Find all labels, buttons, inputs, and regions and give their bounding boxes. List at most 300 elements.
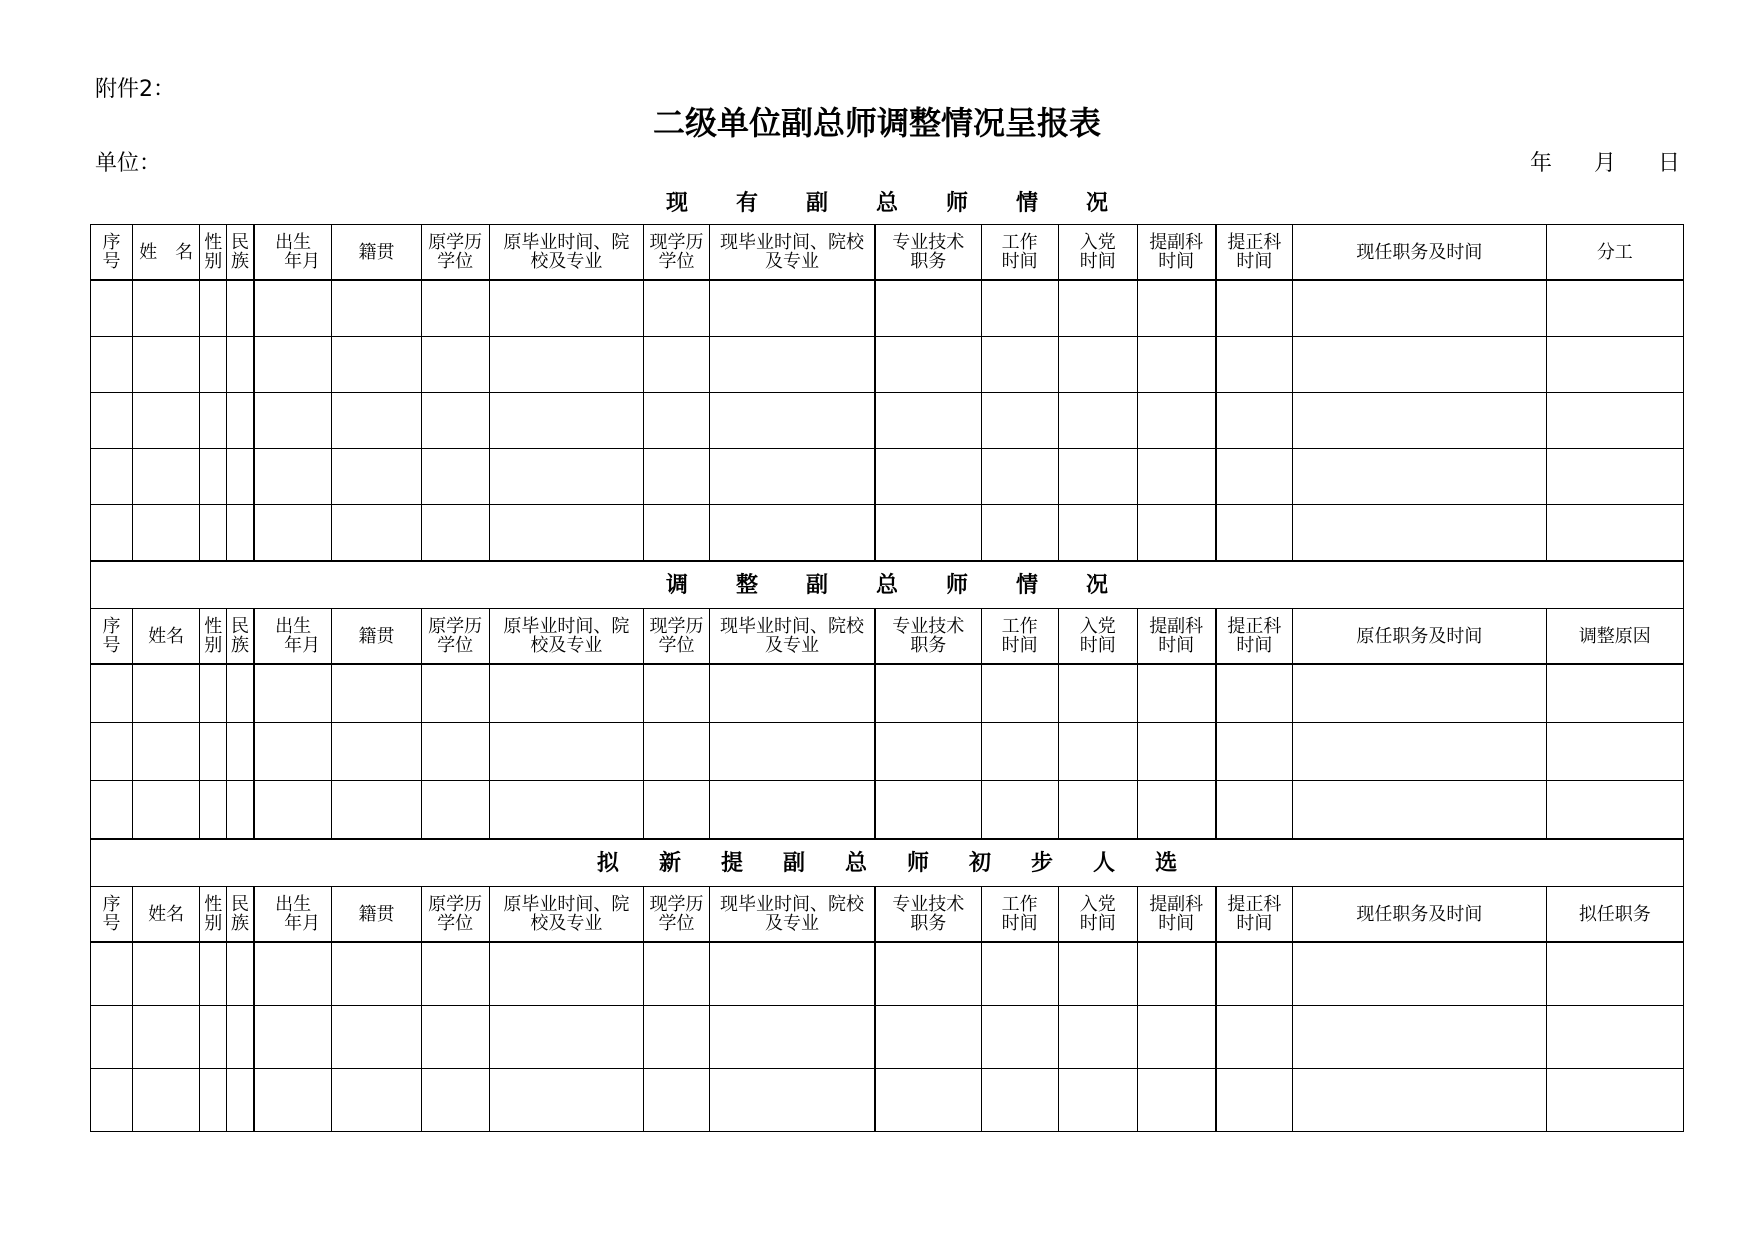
table-cell[interactable] bbox=[133, 337, 200, 393]
table-cell[interactable] bbox=[489, 280, 643, 337]
table-cell[interactable] bbox=[1546, 723, 1683, 781]
table-cell[interactable] bbox=[1293, 393, 1546, 449]
header-cell bbox=[227, 609, 254, 665]
header-text: 别 bbox=[204, 251, 223, 272]
table-cell[interactable] bbox=[1293, 337, 1546, 393]
table-cell[interactable] bbox=[644, 781, 710, 840]
table-cell[interactable] bbox=[200, 280, 227, 337]
table-cell[interactable] bbox=[1137, 280, 1215, 337]
table-cell[interactable] bbox=[489, 942, 643, 1006]
table-cell[interactable] bbox=[227, 505, 254, 562]
header-text: 原毕业时间、院 bbox=[503, 894, 630, 915]
header-cell bbox=[133, 887, 200, 943]
table-cell[interactable] bbox=[91, 664, 133, 723]
table-cell[interactable] bbox=[1216, 1006, 1293, 1069]
table-cell[interactable] bbox=[489, 664, 643, 723]
table-cell[interactable] bbox=[200, 505, 227, 562]
header-text: 校及专业 bbox=[530, 913, 603, 934]
header-cell bbox=[1293, 225, 1546, 281]
table-cell[interactable] bbox=[1216, 280, 1293, 337]
table-cell[interactable] bbox=[489, 781, 643, 840]
table-cell[interactable] bbox=[1216, 723, 1293, 781]
table-cell[interactable] bbox=[710, 723, 875, 781]
table-cell[interactable] bbox=[644, 449, 710, 505]
table-cell[interactable] bbox=[644, 280, 710, 337]
table-cell[interactable] bbox=[1293, 505, 1546, 562]
table-cell[interactable] bbox=[1546, 337, 1683, 393]
table-cell[interactable] bbox=[254, 393, 332, 449]
table-cell[interactable] bbox=[710, 781, 875, 840]
section-title-char: 步 bbox=[1031, 849, 1054, 876]
table-cell[interactable] bbox=[710, 505, 875, 562]
table-cell[interactable] bbox=[644, 1069, 710, 1132]
header-text: 性 bbox=[204, 894, 223, 915]
table-cell[interactable] bbox=[332, 942, 421, 1006]
section-title-char: 副 bbox=[805, 571, 828, 598]
table-cell[interactable] bbox=[332, 337, 421, 393]
table-cell[interactable] bbox=[421, 1069, 489, 1132]
header-cell bbox=[644, 609, 710, 665]
section-title-char: 副 bbox=[805, 190, 828, 216]
header-cell bbox=[1216, 887, 1293, 943]
header-cell bbox=[710, 887, 875, 943]
header-text: 现学历 bbox=[649, 894, 704, 915]
header-cell bbox=[1058, 609, 1137, 665]
table-cell[interactable] bbox=[200, 1069, 227, 1132]
header-text: 工作 bbox=[1001, 232, 1038, 253]
table-cell[interactable] bbox=[1058, 280, 1137, 337]
table-cell[interactable] bbox=[91, 1006, 133, 1069]
table-cell[interactable] bbox=[489, 505, 643, 562]
table-cell[interactable] bbox=[332, 723, 421, 781]
table-cell[interactable] bbox=[981, 723, 1058, 781]
header-text: 籍贯 bbox=[358, 625, 395, 647]
table-cell[interactable] bbox=[1137, 505, 1215, 562]
table-cell[interactable] bbox=[254, 337, 332, 393]
header-text: 现学历 bbox=[649, 232, 704, 253]
section-title-char: 有 bbox=[735, 190, 758, 216]
table-cell[interactable] bbox=[710, 664, 875, 723]
table-cell[interactable] bbox=[1293, 723, 1546, 781]
table-cell[interactable] bbox=[1058, 1006, 1137, 1069]
header-text: 出生 bbox=[275, 232, 312, 253]
table-cell[interactable] bbox=[644, 723, 710, 781]
header-text: 族 bbox=[231, 635, 250, 656]
table-cell[interactable] bbox=[1216, 449, 1293, 505]
header-cell bbox=[421, 887, 489, 943]
table-cell[interactable] bbox=[1058, 337, 1137, 393]
section-title-row-adjusted bbox=[91, 561, 1684, 609]
table-cell[interactable] bbox=[91, 505, 133, 562]
header-cell bbox=[332, 609, 421, 665]
section-title-current bbox=[90, 186, 1684, 217]
table-cell[interactable] bbox=[421, 337, 489, 393]
table-cell[interactable] bbox=[981, 505, 1058, 562]
section-title-char: 总 bbox=[844, 849, 867, 876]
header-text: 别 bbox=[204, 635, 223, 656]
table-cell[interactable] bbox=[1546, 664, 1683, 723]
header-text: 年月 bbox=[266, 251, 321, 272]
table-cell[interactable] bbox=[133, 1069, 200, 1132]
header-cell bbox=[332, 225, 421, 281]
table-cell[interactable] bbox=[332, 664, 421, 723]
header-cell bbox=[200, 609, 227, 665]
section-title-char: 师 bbox=[946, 571, 969, 598]
section-title-char: 副 bbox=[782, 849, 805, 876]
table-cell[interactable] bbox=[227, 1006, 254, 1069]
table-cell[interactable] bbox=[981, 1006, 1058, 1069]
table-cell[interactable] bbox=[254, 723, 332, 781]
table-cell[interactable] bbox=[200, 723, 227, 781]
table-cell[interactable] bbox=[1546, 781, 1683, 840]
table-cell[interactable] bbox=[1293, 280, 1546, 337]
table-cell[interactable] bbox=[644, 393, 710, 449]
table-cell[interactable] bbox=[981, 337, 1058, 393]
table-cell[interactable] bbox=[981, 781, 1058, 840]
header-cell bbox=[644, 887, 710, 943]
header-text: 专业技术 bbox=[892, 232, 965, 253]
table-cell[interactable] bbox=[489, 1069, 643, 1132]
table-cell[interactable] bbox=[1137, 393, 1215, 449]
table-cell[interactable] bbox=[875, 1006, 981, 1069]
header-cell bbox=[981, 887, 1058, 943]
header-text: 籍贯 bbox=[358, 903, 395, 925]
table-cell[interactable] bbox=[981, 393, 1058, 449]
table-cell[interactable] bbox=[1137, 337, 1215, 393]
header-text: 现任职务及时间 bbox=[1356, 241, 1483, 263]
table-cell[interactable] bbox=[91, 337, 133, 393]
header-text: 校及专业 bbox=[530, 251, 603, 272]
table-cell[interactable] bbox=[875, 1069, 981, 1132]
header-cell bbox=[227, 225, 254, 281]
table-cell[interactable] bbox=[91, 449, 133, 505]
header-text: 现毕业时间、院校 bbox=[720, 616, 864, 637]
header-text: 提正科 bbox=[1227, 232, 1282, 253]
header-text: 原任职务及时间 bbox=[1356, 625, 1483, 647]
header-text: 入党 bbox=[1079, 232, 1116, 253]
table-cell[interactable] bbox=[1137, 449, 1215, 505]
table-cell[interactable] bbox=[1216, 664, 1293, 723]
header-text: 时间 bbox=[1001, 635, 1038, 656]
table-cell[interactable] bbox=[981, 280, 1058, 337]
table-cell[interactable] bbox=[421, 723, 489, 781]
table-cell[interactable] bbox=[200, 664, 227, 723]
attachment-label: 附件2： bbox=[95, 77, 175, 102]
table-cell[interactable] bbox=[421, 942, 489, 1006]
header-text: 调整原因 bbox=[1578, 625, 1651, 647]
table-cell[interactable] bbox=[133, 393, 200, 449]
table-cell[interactable] bbox=[1137, 781, 1215, 840]
table-cell[interactable] bbox=[644, 664, 710, 723]
table-cell[interactable] bbox=[227, 781, 254, 840]
table-cell[interactable] bbox=[1293, 942, 1546, 1006]
table-cell[interactable] bbox=[200, 781, 227, 840]
table-cell[interactable] bbox=[133, 1006, 200, 1069]
report-table bbox=[90, 224, 1684, 1132]
header-text: 时间 bbox=[1158, 251, 1195, 272]
table-cell[interactable] bbox=[875, 337, 981, 393]
table-cell[interactable] bbox=[710, 337, 875, 393]
table-cell[interactable] bbox=[332, 280, 421, 337]
table-cell[interactable] bbox=[254, 942, 332, 1006]
table-row bbox=[91, 449, 1684, 505]
header-cell bbox=[91, 609, 133, 665]
header-text: 提正科 bbox=[1227, 894, 1282, 915]
table-cell[interactable] bbox=[332, 781, 421, 840]
header-cell bbox=[1058, 225, 1137, 281]
table-cell[interactable] bbox=[1216, 1069, 1293, 1132]
header-text: 职务 bbox=[910, 635, 947, 656]
table-cell[interactable] bbox=[91, 393, 133, 449]
table-cell[interactable] bbox=[1293, 1069, 1546, 1132]
section-title-row-proposed bbox=[91, 839, 1684, 887]
header-cell bbox=[875, 225, 981, 281]
table-cell[interactable] bbox=[227, 664, 254, 723]
header-text: 专业技术 bbox=[892, 894, 965, 915]
header-text: 专业技术 bbox=[892, 616, 965, 637]
table-cell[interactable] bbox=[1216, 942, 1293, 1006]
table-cell[interactable] bbox=[91, 942, 133, 1006]
table-cell[interactable] bbox=[133, 280, 200, 337]
table-cell[interactable] bbox=[875, 393, 981, 449]
table-cell[interactable] bbox=[227, 280, 254, 337]
table-cell[interactable] bbox=[981, 1069, 1058, 1132]
header-text: 现毕业时间、院校 bbox=[720, 232, 864, 253]
header-text: 时间 bbox=[1001, 251, 1038, 272]
header-text: 学位 bbox=[658, 635, 695, 656]
table-cell[interactable] bbox=[1546, 449, 1683, 505]
table-cell[interactable] bbox=[1293, 664, 1546, 723]
table-cell[interactable] bbox=[875, 505, 981, 562]
table-cell[interactable] bbox=[91, 781, 133, 840]
table-cell[interactable] bbox=[981, 664, 1058, 723]
section-title-char: 人 bbox=[1093, 849, 1116, 876]
table-cell[interactable] bbox=[710, 393, 875, 449]
table-cell[interactable] bbox=[1058, 942, 1137, 1006]
table-cell[interactable] bbox=[1137, 1069, 1215, 1132]
table-cell[interactable] bbox=[1137, 1006, 1215, 1069]
header-cell bbox=[710, 609, 875, 665]
table-cell[interactable] bbox=[332, 1069, 421, 1132]
table-cell[interactable] bbox=[1058, 723, 1137, 781]
table-cell[interactable] bbox=[254, 1069, 332, 1132]
header-cell bbox=[1546, 887, 1683, 943]
table-cell[interactable] bbox=[227, 337, 254, 393]
table-cell[interactable] bbox=[200, 337, 227, 393]
table-cell[interactable] bbox=[200, 393, 227, 449]
table-cell[interactable] bbox=[710, 1069, 875, 1132]
table-cell[interactable] bbox=[710, 1006, 875, 1069]
table-cell[interactable] bbox=[133, 449, 200, 505]
table-cell[interactable] bbox=[644, 942, 710, 1006]
header-cell bbox=[1293, 609, 1546, 665]
table-cell[interactable] bbox=[981, 449, 1058, 505]
header-cell bbox=[133, 225, 200, 281]
table-cell[interactable] bbox=[254, 781, 332, 840]
header-text: 时间 bbox=[1079, 251, 1116, 272]
table-cell[interactable] bbox=[227, 449, 254, 505]
table-cell[interactable] bbox=[1216, 505, 1293, 562]
table-cell[interactable] bbox=[332, 505, 421, 562]
table-cell[interactable] bbox=[254, 280, 332, 337]
form-title: 二级单位副总师调整情况呈报表 bbox=[652, 104, 1101, 142]
table-row bbox=[91, 505, 1684, 562]
table-cell[interactable] bbox=[489, 1006, 643, 1069]
header-text: 提正科 bbox=[1227, 616, 1282, 637]
header-text: 拟任职务 bbox=[1578, 903, 1651, 925]
table-cell[interactable] bbox=[133, 942, 200, 1006]
table-cell[interactable] bbox=[254, 664, 332, 723]
table-cell[interactable] bbox=[1546, 505, 1683, 562]
header-cell bbox=[200, 225, 227, 281]
section-title-char: 调 bbox=[665, 571, 688, 598]
header-cell bbox=[254, 887, 332, 943]
table-cell[interactable] bbox=[875, 664, 981, 723]
table-cell[interactable] bbox=[875, 723, 981, 781]
table-cell[interactable] bbox=[1058, 449, 1137, 505]
header-row-proposed bbox=[91, 887, 1684, 943]
table-cell[interactable] bbox=[1216, 393, 1293, 449]
header-text: 现毕业时间、院校 bbox=[720, 894, 864, 915]
table-cell[interactable] bbox=[644, 337, 710, 393]
date-year-label: 年 bbox=[1530, 151, 1553, 176]
header-text: 学位 bbox=[658, 251, 695, 272]
header-cell bbox=[981, 609, 1058, 665]
table-cell[interactable] bbox=[332, 449, 421, 505]
table-cell[interactable] bbox=[227, 393, 254, 449]
table-cell[interactable] bbox=[1216, 337, 1293, 393]
header-cell bbox=[200, 887, 227, 943]
table-cell[interactable] bbox=[1546, 1069, 1683, 1132]
header-text: 年月 bbox=[266, 635, 321, 656]
table-row bbox=[91, 337, 1684, 393]
table-cell[interactable] bbox=[1216, 781, 1293, 840]
header-text: 时间 bbox=[1236, 913, 1273, 934]
table-cell[interactable] bbox=[489, 723, 643, 781]
header-text: 族 bbox=[231, 913, 250, 934]
header-text: 姓名 bbox=[148, 625, 185, 647]
table-cell[interactable] bbox=[332, 1006, 421, 1069]
header-cell bbox=[1216, 609, 1293, 665]
table-cell[interactable] bbox=[1546, 942, 1683, 1006]
table-cell[interactable] bbox=[91, 723, 133, 781]
table-cell[interactable] bbox=[875, 280, 981, 337]
table-cell[interactable] bbox=[421, 449, 489, 505]
table-cell[interactable] bbox=[489, 337, 643, 393]
table-cell[interactable] bbox=[489, 393, 643, 449]
header-text: 族 bbox=[231, 251, 250, 272]
table-cell[interactable] bbox=[332, 393, 421, 449]
date-day-label: 日 bbox=[1658, 151, 1681, 176]
table-cell[interactable] bbox=[710, 449, 875, 505]
table-cell[interactable] bbox=[227, 942, 254, 1006]
table-cell[interactable] bbox=[227, 1069, 254, 1132]
table-cell[interactable] bbox=[254, 449, 332, 505]
table-cell[interactable] bbox=[1058, 781, 1137, 840]
table-cell[interactable] bbox=[1293, 449, 1546, 505]
table-cell[interactable] bbox=[875, 781, 981, 840]
table-cell[interactable] bbox=[200, 1006, 227, 1069]
header-cell bbox=[1058, 887, 1137, 943]
table-cell[interactable] bbox=[200, 449, 227, 505]
table-cell[interactable] bbox=[200, 942, 227, 1006]
header-cell bbox=[1546, 609, 1683, 665]
table-row bbox=[91, 1006, 1684, 1069]
section-title-char: 初 bbox=[969, 849, 992, 876]
section-title-char: 师 bbox=[946, 190, 969, 216]
table-cell[interactable] bbox=[489, 449, 643, 505]
header-cell bbox=[1137, 225, 1215, 281]
table-cell[interactable] bbox=[644, 505, 710, 562]
table-cell[interactable] bbox=[421, 664, 489, 723]
table-cell[interactable] bbox=[227, 723, 254, 781]
table-cell[interactable] bbox=[421, 1006, 489, 1069]
table-cell[interactable] bbox=[254, 1006, 332, 1069]
table-cell[interactable] bbox=[875, 449, 981, 505]
header-text: 姓名 bbox=[148, 903, 185, 925]
header-text: 职务 bbox=[910, 913, 947, 934]
table-cell[interactable] bbox=[1137, 723, 1215, 781]
table-cell[interactable] bbox=[133, 781, 200, 840]
header-text: 籍贯 bbox=[358, 241, 395, 263]
table-cell[interactable] bbox=[875, 942, 981, 1006]
table-cell[interactable] bbox=[981, 942, 1058, 1006]
table-row bbox=[91, 781, 1684, 840]
table-cell[interactable] bbox=[644, 1006, 710, 1069]
table-cell[interactable] bbox=[421, 280, 489, 337]
table-cell[interactable] bbox=[254, 505, 332, 562]
header-text: 姓 名 bbox=[139, 241, 194, 263]
section-title-char: 拟 bbox=[596, 849, 619, 876]
table-cell[interactable] bbox=[421, 781, 489, 840]
header-cell bbox=[489, 609, 643, 665]
table-row bbox=[91, 280, 1684, 337]
table-cell[interactable] bbox=[1546, 393, 1683, 449]
table-cell[interactable] bbox=[1058, 393, 1137, 449]
header-text: 时间 bbox=[1236, 635, 1273, 656]
table-cell[interactable] bbox=[710, 280, 875, 337]
header-text: 提副科 bbox=[1149, 232, 1204, 253]
table-cell[interactable] bbox=[421, 393, 489, 449]
table-cell[interactable] bbox=[1293, 781, 1546, 840]
header-cell bbox=[644, 225, 710, 281]
table-row bbox=[91, 1069, 1684, 1132]
section-title-char: 现 bbox=[665, 190, 688, 216]
table-cell[interactable] bbox=[91, 1069, 133, 1132]
header-text: 原毕业时间、院 bbox=[503, 616, 630, 637]
table-row bbox=[91, 723, 1684, 781]
table-cell[interactable] bbox=[421, 505, 489, 562]
section-title-proposed bbox=[91, 839, 1684, 887]
table-cell[interactable] bbox=[1137, 664, 1215, 723]
table-cell[interactable] bbox=[1293, 1006, 1546, 1069]
table-cell[interactable] bbox=[133, 723, 200, 781]
table-cell[interactable] bbox=[1058, 1069, 1137, 1132]
table-cell[interactable] bbox=[133, 505, 200, 562]
table-cell[interactable] bbox=[133, 664, 200, 723]
header-cell bbox=[254, 609, 332, 665]
table-cell[interactable] bbox=[1546, 1006, 1683, 1069]
table-row bbox=[91, 664, 1684, 723]
table-cell[interactable] bbox=[1137, 942, 1215, 1006]
header-text: 号 bbox=[102, 251, 121, 272]
table-cell[interactable] bbox=[710, 942, 875, 1006]
table-cell[interactable] bbox=[1058, 505, 1137, 562]
table-cell[interactable] bbox=[1058, 664, 1137, 723]
header-text: 分工 bbox=[1596, 241, 1633, 263]
table-cell[interactable] bbox=[1546, 280, 1683, 337]
table-cell[interactable] bbox=[91, 280, 133, 337]
